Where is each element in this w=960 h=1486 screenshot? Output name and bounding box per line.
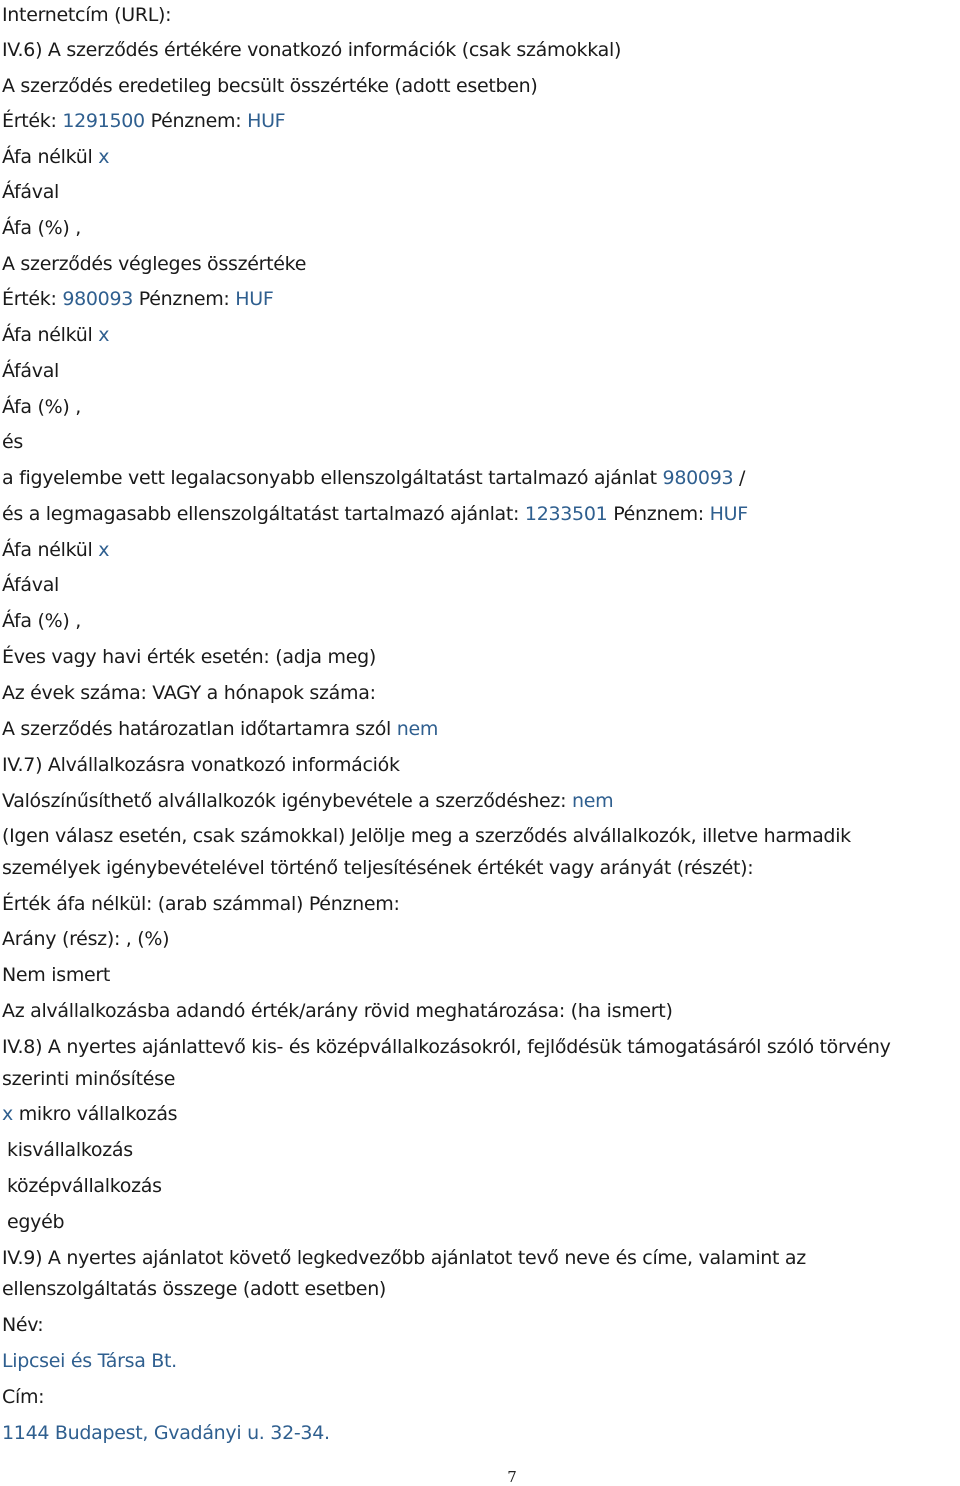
vat-included-label: Áfával: [2, 360, 60, 382]
address-value: 1144 Budapest, Gvadányi u. 32-34.: [2, 1422, 330, 1444]
medium-enterprise-label: középvállalkozás: [7, 1175, 162, 1197]
vat-excluded-label: Áfa nélkül: [2, 324, 93, 346]
section-heading-iv9-line-1: IV.9) A nyertes ajánlatot követő legkedvezőbb ajánlatot tevő neve és címe, valamint az: [2, 1247, 806, 1269]
name-label: Név:: [2, 1314, 44, 1336]
lowest-offer-value: 980093: [662, 467, 734, 489]
currency-label: Pénznem:: [613, 503, 704, 525]
highest-offer-value: 1233501: [524, 503, 608, 525]
page-number: 7: [507, 1468, 517, 1486]
micro-enterprise-mark: x: [2, 1103, 13, 1125]
yes-answer-line-1: (Igen válasz esetén, csak számokkal) Jelölje meg a szerződés alvállalkozók, illetve harmadik: [2, 825, 851, 847]
section-heading-iv8-line-2: szerinti minősítése: [2, 1068, 176, 1090]
subcontract-row: [2, 788, 613, 814]
vat-percent-label: Áfa (%) ,: [2, 610, 81, 632]
subcontract-label: Valószínűsíthető alvállalkozók igénybevétele a szerződéshez:: [2, 790, 567, 812]
section-heading-iv6: IV.6) A szerződés értékére vonatkozó információk (csak számokkal): [2, 39, 622, 61]
annual-monthly-label: Éves vagy havi érték esetén: (adja meg): [2, 646, 376, 668]
name-value: Lipcsei és Társa Bt.: [2, 1350, 177, 1372]
section-heading-iv9-line-2: ellenszolgáltatás összege (adott esetben): [2, 1278, 387, 1300]
vat-excluded-mark: x: [98, 146, 110, 168]
micro-enterprise-label: mikro vállalkozás: [18, 1103, 178, 1125]
value-label: Érték:: [2, 288, 57, 310]
vat-included-label: Áfával: [2, 574, 60, 596]
vat-excluded-row: [2, 144, 109, 170]
unknown-label: Nem ismert: [2, 964, 111, 986]
lowest-offer-row: [2, 465, 745, 491]
final-total-label: A szerződés végleges összértéke: [2, 253, 307, 275]
currency-label: Pénznem:: [138, 288, 230, 310]
years-months-label: Az évek száma: VAGY a hónapok száma:: [2, 682, 376, 704]
highest-offer-label: és a legmagasabb ellenszolgáltatást tartalmazó ajánlat:: [2, 503, 520, 525]
vat-percent-label: Áfa (%) ,: [2, 217, 81, 239]
highest-offer-row: [2, 501, 748, 527]
lowest-offer-label: a figyelembe vett legalacsonyabb ellenszolgáltatást tartalmazó ajánlat: [2, 467, 657, 489]
vat-excluded-mark: x: [98, 324, 110, 346]
indefinite-row: [2, 716, 438, 742]
vat-excluded-label: Áfa nélkül: [2, 539, 93, 561]
and-label: és: [2, 431, 23, 453]
original-value-row: [2, 108, 285, 134]
vat-excluded-row: [2, 322, 109, 348]
address-label: Cím:: [2, 1386, 45, 1408]
ratio-label: Arány (rész): , (%): [2, 928, 170, 950]
indefinite-label: A szerződés határozatlan időtartamra szól: [2, 718, 392, 740]
micro-enterprise-row: [2, 1101, 177, 1127]
vat-excluded-row: [2, 537, 109, 563]
vat-excluded-label: Áfa nélkül: [2, 146, 93, 168]
vat-included-label: Áfával: [2, 181, 60, 203]
slash-separator: /: [739, 467, 746, 489]
short-description-label: Az alvállalkozásba adandó érték/arány rövid meghatározása: (ha ismert): [2, 1000, 673, 1022]
other-enterprise-label: egyéb: [7, 1211, 65, 1233]
final-value-row: [2, 286, 274, 312]
currency-value: HUF: [709, 503, 748, 525]
yes-answer-line-2: személyek igénybevételével történő teljesítésének értékét vagy arányát (részét):: [2, 857, 754, 879]
small-enterprise-label: kisvállalkozás: [7, 1139, 133, 1161]
url-label: Internetcím (URL):: [2, 4, 172, 26]
value-label: Érték:: [2, 110, 57, 132]
subcontract-value: nem: [571, 790, 614, 812]
vat-excluded-mark: x: [98, 539, 110, 561]
vat-percent-label: Áfa (%) ,: [2, 396, 81, 418]
indefinite-value: nem: [396, 718, 439, 740]
section-heading-iv7: IV.7) Alvállalkozásra vonatkozó információk: [2, 754, 400, 776]
currency-label: Pénznem:: [150, 110, 242, 132]
final-value: 980093: [62, 288, 134, 310]
currency-value: HUF: [247, 110, 286, 132]
currency-value: HUF: [235, 288, 274, 310]
original-value: 1291500: [62, 110, 145, 132]
section-heading-iv8-line-1: IV.8) A nyertes ajánlattevő kis- és középvállalkozásokról, fejlődésük támogatásáról szóló törvény: [2, 1036, 891, 1058]
value-no-vat-label: Érték áfa nélkül: (arab számmal) Pénznem:: [2, 893, 400, 915]
original-estimated-label: A szerződés eredetileg becsült összértéke (adott esetben): [2, 75, 538, 97]
